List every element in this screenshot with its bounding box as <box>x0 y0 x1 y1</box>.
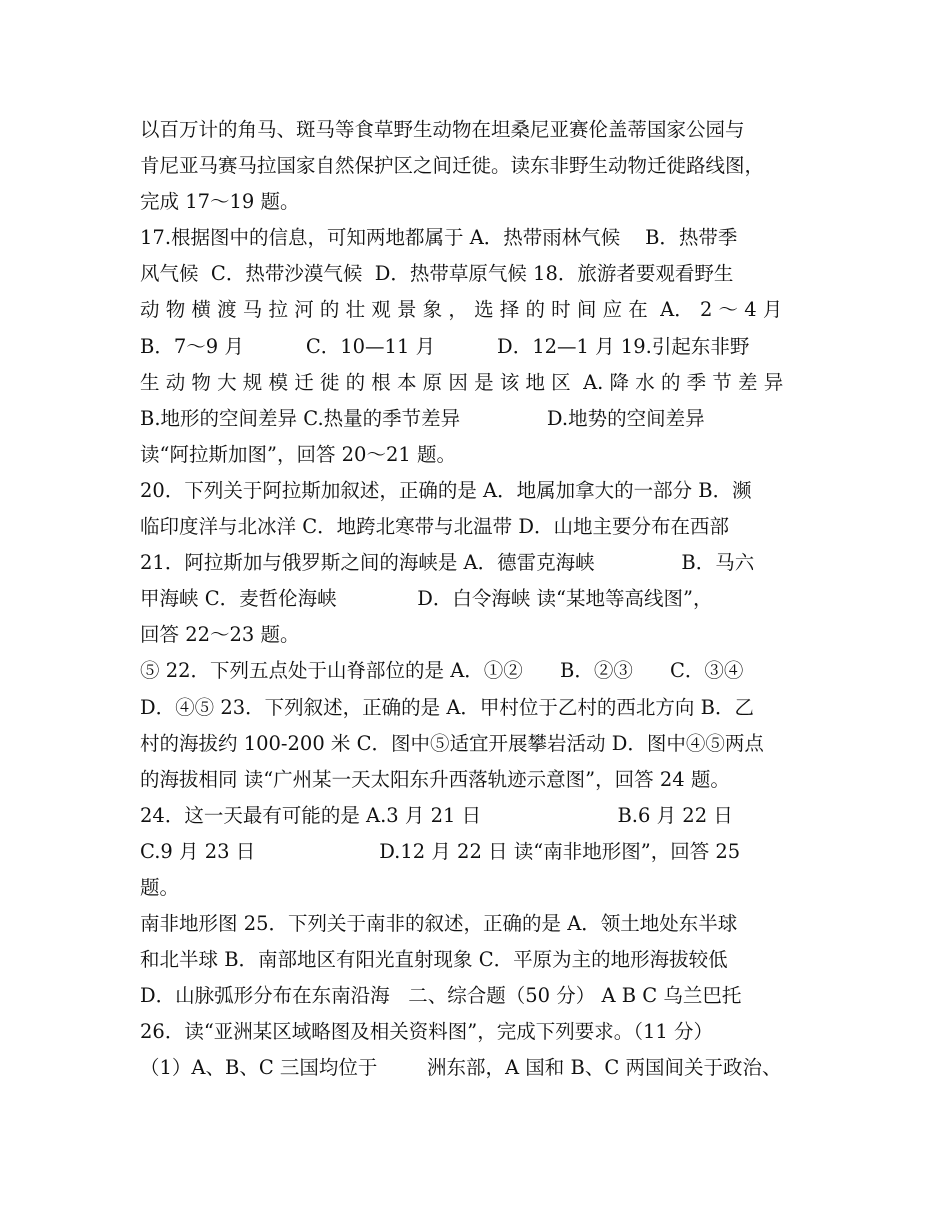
text-line: 完成 17～19 题。 <box>140 190 300 214</box>
text-line: ⑤ 22．下列五点处于山脊部位的是 A．①② B．②③ C．③④ <box>140 659 744 683</box>
text-line: 24．这一天最有可能的是 A.3 月 21 日 B.6 月 22 日 <box>140 803 733 827</box>
text-line: 甲海峡 C．麦哲伦海峡 D．白令海峡 读“某地等高线图”， <box>140 587 713 611</box>
text-line: 以百万计的角马、斑马等食草野生动物在坦桑尼亚赛伦盖蒂国家公园与 <box>140 118 745 141</box>
text-line: 20．下列关于阿拉斯加叙述，正确的是 A．地属加拿大的一部分 B．濒 <box>140 478 752 502</box>
text-line: 村的海拔约 100-200 米 C．图中⑤适宜开展攀岩活动 D．图中④⑤两点 <box>140 731 764 755</box>
text-line: 肯尼亚马赛马拉国家自然保护区之间迁徙。读东非野生动物迁徙路线图， <box>140 154 765 178</box>
text-line: 南非地形图 25．下列关于南非的叙述，正确的是 A．领土地处东半球 <box>140 912 738 936</box>
text-line: 17.根据图中的信息，可知两地都属于 A．热带雨林气候 B．热带季 <box>140 226 738 250</box>
text-line: 生 动 物 大 规 模 迁 徙 的 根 本 原 因 是 该 地 区 A. 降 水 的 季 节 差 异 <box>140 370 784 394</box>
text-line: 临印度洋与北冰洋 C．地跨北寒带与北温带 D．山地主要分布在西部 <box>140 515 729 539</box>
text-line: B.地形的空间差异 C.热量的季节差异 D.地势的空间差异 <box>140 406 705 430</box>
text-line: D．山脉弧形分布在东南沿海 二、综合题（50 分） A B C 乌兰巴托 <box>140 984 742 1008</box>
document-body <box>140 112 815 1087</box>
text-line: 读“阿拉斯加图”，回答 20～21 题。 <box>140 442 456 466</box>
text-line: 动 物 横 渡 马 拉 河 的 壮 观 景 象 ， 选 择 的 时 间 应 在 A． 2 ～ 4 月 <box>140 298 783 322</box>
text-line: 21．阿拉斯加与俄罗斯之间的海峡是 A．德雷克海峡 B．马六 <box>140 551 755 575</box>
text-line: D．④⑤ 23．下列叙述，正确的是 A．甲村位于乙村的西北方向 B．乙 <box>140 695 754 719</box>
text-line: 题。 <box>140 875 180 899</box>
text-line: 的海拔相同 读“广州某一天太阳东升西落轨迹示意图”，回答 24 题。 <box>140 767 730 791</box>
text-line: 风气候 C．热带沙漠气候 D．热带草原气候 18．旅游者要观看野生 <box>140 262 734 286</box>
text-line: （1）A、B、C 三国均位于 洲东部，A 国和 B、C 两国间关于政治、 <box>140 1056 782 1080</box>
text-line: C.9 月 23 日 D.12 月 22 日 读“南非地形图”，回答 25 <box>140 839 741 863</box>
text-line: 回答 22～23 题。 <box>140 623 300 647</box>
text-line: 和北半球 B．南部地区有阳光直射现象 C．平原为主的地形海拔较低 <box>140 948 728 972</box>
text-line: 26．读“亚洲某区域略图及相关资料图”，完成下列要求。（11 分） <box>140 1020 714 1044</box>
text-line: B．7～9 月 C．10—11 月 D．12—1 月 19.引起东非野 <box>140 334 750 358</box>
